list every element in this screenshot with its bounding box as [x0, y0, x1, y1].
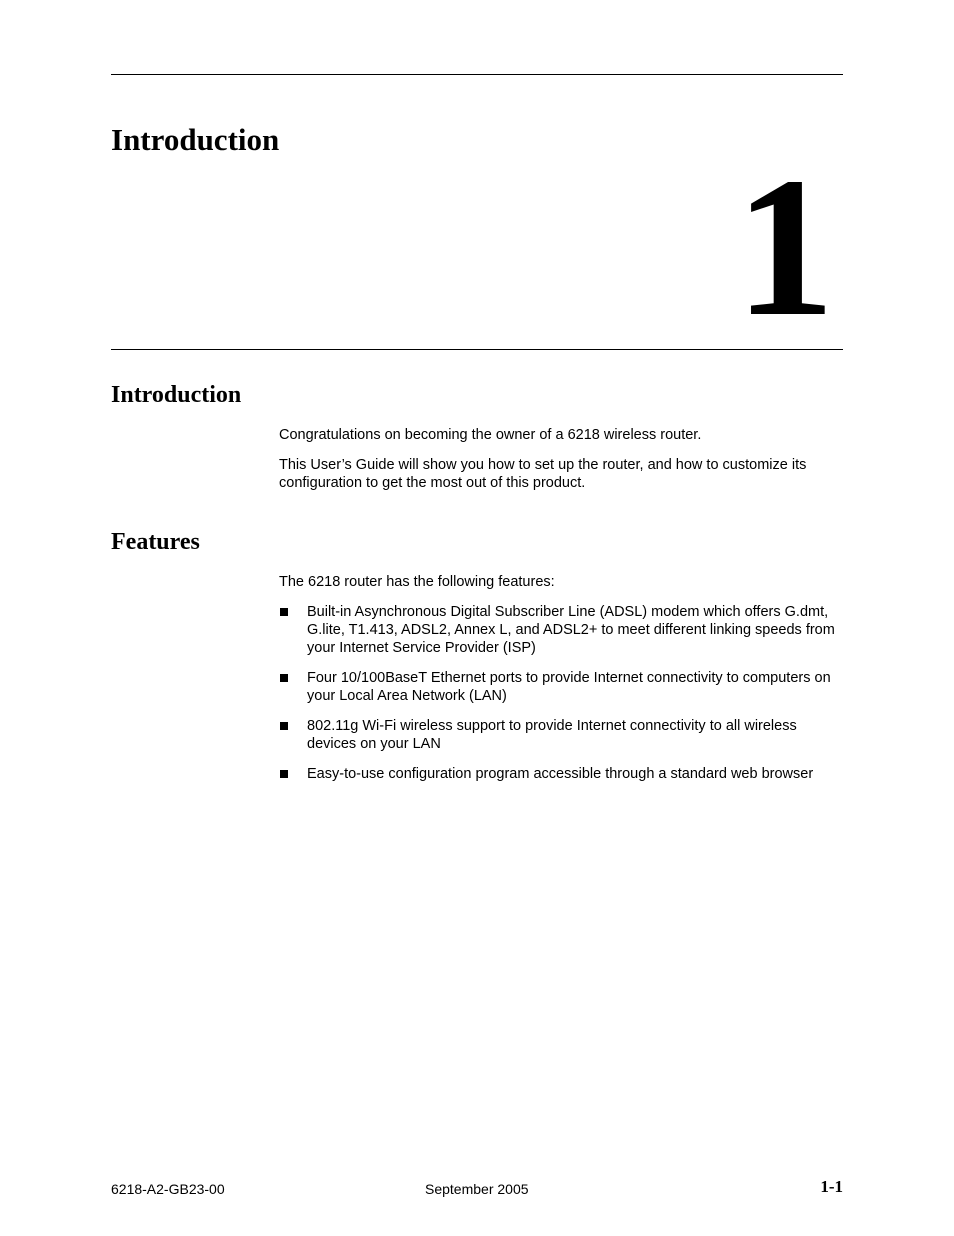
- features-list: [279, 603, 844, 783]
- chapter-title: Introduction: [111, 122, 280, 157]
- section-heading-features: Features: [111, 529, 200, 555]
- list-item: [279, 603, 844, 657]
- features-intro: The 6218 router has the following features:: [279, 574, 555, 590]
- footer-page-number: 1-1: [820, 1177, 843, 1196]
- intro-paragraph-2: This User’s Guide will show you how to set up the router, and how to customize its configuration to get the most out of this product.: [279, 457, 807, 491]
- list-item-text: 802.11g Wi-Fi wireless support to provide Internet connectivity to all wireless devices on your LAN: [307, 718, 797, 752]
- square-bullet-icon: [280, 722, 288, 730]
- footer-doc-number: 6218-A2-GB23-00: [111, 1181, 225, 1197]
- section-heading-introduction: Introduction: [111, 382, 242, 408]
- list-item-text: Built-in Asynchronous Digital Subscriber Line (ADSL) modem which offers G.dmt, G.lite, T1.413, ADSL2, Annex L, and ADSL2+ to meet different linking speeds from your Internet Service Provider (ISP): [307, 604, 835, 656]
- list-item-text: Four 10/100BaseT Ethernet ports to provide Internet connectivity to computers on your Local Area Network (LAN): [307, 670, 831, 704]
- list-item-text: Easy-to-use configuration program accessible through a standard web browser: [307, 766, 814, 782]
- intro-paragraph-1: Congratulations on becoming the owner of a 6218 wireless router.: [279, 427, 702, 443]
- list-item: [279, 717, 844, 753]
- square-bullet-icon: [280, 770, 288, 778]
- footer-date: September 2005: [425, 1181, 529, 1197]
- top-rule: [111, 74, 843, 75]
- square-bullet-icon: [280, 674, 288, 682]
- square-bullet-icon: [280, 608, 288, 616]
- chapter-divider-rule: [111, 349, 843, 350]
- list-item: [279, 765, 844, 783]
- list-item: [279, 669, 844, 705]
- chapter-number: 1: [735, 137, 835, 358]
